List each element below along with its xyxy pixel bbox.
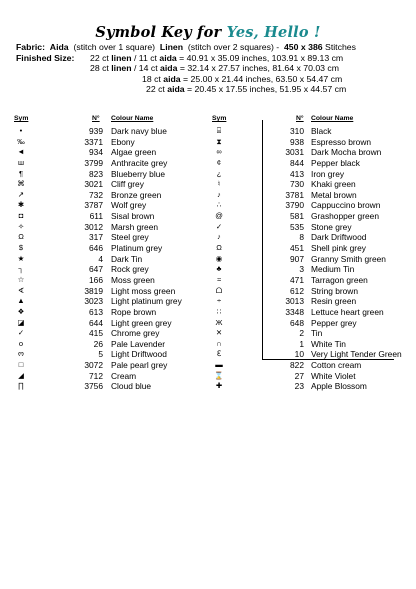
table-row — [14, 307, 194, 318]
table-row — [212, 211, 412, 222]
finished-pre: 18 ct — [142, 73, 164, 84]
colour-name: Lettuce heart green — [311, 306, 384, 317]
colour-number: 26 — [93, 338, 103, 349]
colour-name: Pepper black — [311, 157, 360, 168]
colour-name: Ebony — [111, 136, 135, 147]
symbol-icon: ◢ — [18, 370, 24, 380]
colour-name: Tin — [311, 328, 323, 339]
colour-number: 611 — [89, 211, 103, 222]
table-row — [14, 339, 194, 350]
colour-number: 712 — [89, 370, 103, 381]
page-title — [0, 24, 416, 41]
table-header — [14, 115, 194, 126]
finished-post: = 40.91 x 35.09 inches, 103.91 x 89.13 cm — [176, 52, 344, 63]
colour-number: 1 — [299, 338, 304, 349]
colour-name: Metal brown — [311, 189, 357, 200]
table-row — [212, 190, 412, 201]
finished-size-line — [16, 74, 410, 85]
symbol-icon: ¿ — [216, 168, 222, 178]
colour-number: 939 — [89, 126, 103, 136]
finished-size — [16, 53, 410, 95]
colour-number: 581 — [290, 211, 304, 222]
colour-name: Light moss green — [111, 285, 176, 296]
symbol-table-left — [14, 115, 194, 392]
colour-number: 613 — [89, 306, 103, 317]
symbol-icon: ¢ — [216, 157, 222, 167]
colour-name: Steel grey — [111, 232, 149, 243]
colour-number: 646 — [89, 243, 103, 254]
colour-number: 822 — [290, 360, 304, 371]
stitch-count: 450 x 386 — [283, 42, 323, 52]
table-row — [212, 275, 412, 286]
colour-name: Algae green — [111, 147, 157, 158]
colour-name: Cream — [111, 370, 137, 381]
symbol-icon: ✓ — [215, 221, 223, 231]
symbol-icon: ℇ — [216, 349, 222, 359]
colour-number: 8 — [299, 232, 304, 243]
table-header — [212, 115, 412, 126]
table-row — [14, 200, 194, 211]
table-row — [14, 328, 194, 339]
finished-size-line — [16, 84, 410, 95]
colour-number: 730 — [290, 179, 304, 190]
table-row — [14, 137, 194, 148]
symbol-icon: ш — [17, 157, 25, 167]
colour-number: 3781 — [285, 189, 304, 200]
table-row — [14, 190, 194, 201]
finished-aida: aida — [167, 84, 185, 95]
colour-name: Grashopper green — [311, 211, 379, 222]
colour-number: 3756 — [84, 381, 103, 392]
finished-aida: aida — [160, 63, 178, 74]
table-row — [14, 179, 194, 190]
symbol-icon: ▬ — [215, 360, 223, 370]
colour-number: 27 — [294, 370, 304, 381]
finished-post: = 25.00 x 21.44 inches, 63.50 x 54.47 cm — [180, 73, 343, 84]
table-row — [14, 222, 194, 233]
colour-name: Chrome grey — [111, 328, 160, 339]
header-sym: Sym — [14, 115, 29, 122]
symbol-icon: о — [18, 338, 24, 348]
symbol-icon: Ж — [215, 317, 223, 327]
symbol-icon: @ — [215, 211, 223, 221]
symbol-table-right — [212, 115, 412, 392]
symbol-icon: ⌘ — [17, 179, 25, 189]
symbol-icon: ♪ — [217, 189, 221, 199]
table-row — [14, 243, 194, 254]
colour-name: Cloud blue — [111, 381, 152, 392]
symbol-icon: ≈ — [216, 274, 222, 284]
colour-number: 451 — [290, 243, 304, 254]
symbol-icon: ⧗ — [216, 136, 222, 146]
table-row — [212, 126, 412, 137]
symbol-icon: ¶ — [18, 168, 24, 178]
symbol-icon: Ω — [216, 243, 222, 253]
colour-name: Apple Blossom — [311, 381, 367, 392]
symbol-icon: □ — [18, 360, 24, 370]
colour-name: Bronze green — [111, 189, 162, 200]
symbol-icon: ‰ — [17, 136, 25, 146]
colour-number: 5 — [98, 349, 103, 360]
colour-name: Very Light Tender Green — [311, 349, 402, 360]
symbol-icon: Ω — [18, 232, 24, 242]
colour-name: Light Driftwood — [111, 349, 167, 360]
symbol-icon: ♪ — [217, 232, 221, 242]
finished-post: = 20.45 x 17.55 inches, 51.95 x 44.57 cm — [184, 84, 347, 95]
pattern-info — [16, 42, 410, 95]
colour-name: Iron grey — [311, 168, 345, 179]
symbol-icon: ♮ — [217, 179, 221, 189]
stitch-suffix: Stitches — [325, 42, 356, 52]
table-row — [212, 360, 412, 371]
colour-name: Cliff grey — [111, 179, 144, 190]
colour-number: 612 — [290, 285, 304, 296]
symbol-icon: ⌸ — [216, 126, 222, 135]
table-row — [212, 179, 412, 190]
header-num: N° — [92, 115, 100, 122]
finished-pre: 22 ct — [146, 84, 168, 95]
table-row — [212, 349, 412, 360]
symbol-icon: ∞ — [216, 147, 222, 157]
table-row — [212, 169, 412, 180]
symbol-icon: ↗ — [17, 189, 25, 199]
colour-number: 3371 — [84, 136, 103, 147]
colour-number: 310 — [290, 126, 304, 136]
pattern-name: Yes, Hello ! — [226, 24, 321, 41]
colour-number: 3012 — [84, 221, 103, 232]
colour-name: Dark Driftwood — [311, 232, 367, 243]
colour-name: Light platinum grey — [111, 296, 182, 307]
colour-number: 934 — [89, 147, 103, 158]
colour-number: 938 — [290, 136, 304, 147]
symbol-icon: ო — [18, 349, 24, 359]
table-row — [14, 126, 194, 137]
colour-name: Sisal brown — [111, 211, 155, 222]
table-row — [14, 158, 194, 169]
table-row — [14, 286, 194, 297]
finished-post: = 32.14 x 27.57 inches, 81.64 x 70.03 cm — [177, 63, 339, 74]
colour-number: 732 — [89, 189, 103, 200]
colour-number: 4 — [98, 253, 103, 264]
colour-number: 3021 — [84, 179, 103, 190]
table-row — [212, 158, 412, 169]
table-row — [212, 328, 412, 339]
colour-name: Platinum grey — [111, 243, 163, 254]
colour-name: Resin green — [311, 296, 357, 307]
table-row — [212, 296, 412, 307]
colour-name: Khaki green — [311, 179, 356, 190]
table-row — [14, 360, 194, 371]
table-row — [14, 296, 194, 307]
finished-pre: 22 ct — [90, 52, 112, 63]
finished-size-line — [16, 53, 410, 64]
finished-aida: aida — [163, 73, 181, 84]
table-row — [14, 147, 194, 158]
header-colour-name: Colour Name — [311, 115, 354, 122]
symbol-icon: ❖ — [17, 306, 25, 316]
colour-name: Cotton cream — [311, 360, 362, 371]
colour-number: 3790 — [285, 200, 304, 211]
colour-number: 823 — [89, 168, 103, 179]
colour-number: 647 — [89, 264, 103, 275]
table-row — [212, 318, 412, 329]
symbol-icon: ✕ — [215, 328, 223, 338]
fabric-label: Fabric: — [16, 42, 45, 52]
table-row — [212, 147, 412, 158]
colour-name: Pepper grey — [311, 317, 357, 328]
symbol-icon: ✱ — [17, 200, 25, 210]
table-row — [14, 381, 194, 392]
colour-name: Dark Tin — [111, 253, 143, 264]
colour-number: 3031 — [285, 147, 304, 158]
symbol-icon: ∴ — [216, 200, 222, 210]
finished-mid: / 11 ct — [131, 52, 160, 63]
symbol-icon: ☆ — [17, 274, 25, 284]
colour-number: 3 — [299, 264, 304, 275]
table-row — [14, 232, 194, 243]
colour-name: Rock grey — [111, 264, 149, 275]
symbol-icon: ✚ — [215, 381, 223, 391]
symbol-icon: ┐ — [18, 264, 24, 274]
colour-number: 535 — [290, 221, 304, 232]
colour-name: Cappuccino brown — [311, 200, 381, 211]
colour-name: Wolf grey — [111, 200, 147, 211]
colour-number: 2 — [299, 328, 304, 339]
table-row — [212, 200, 412, 211]
fabric-aida: Aida — [49, 42, 69, 52]
colour-number: 415 — [89, 328, 103, 339]
colour-number: 3013 — [285, 296, 304, 307]
symbol-icon: ✧ — [17, 221, 25, 231]
colour-name: Dark Mocha brown — [311, 147, 382, 158]
symbol-icon: ∏ — [17, 381, 25, 391]
symbol-icon: ∩ — [216, 338, 222, 348]
colour-name: Stone grey — [311, 221, 352, 232]
symbol-icon: $ — [18, 243, 24, 253]
symbol-icon: ◪ — [17, 317, 25, 327]
table-row — [212, 307, 412, 318]
colour-number: 413 — [290, 168, 304, 179]
colour-name: Anthracite grey — [111, 157, 168, 168]
colour-number: 844 — [290, 157, 304, 168]
table-row — [212, 381, 412, 392]
colour-number: 3023 — [84, 296, 103, 307]
colour-name: Black — [311, 126, 332, 136]
fabric-aida-note: (stitch over 1 square) — [73, 42, 156, 52]
colour-number: 644 — [89, 317, 103, 328]
finished-linen: linen — [111, 63, 132, 74]
fabric-line — [16, 42, 410, 53]
colour-number: 317 — [89, 232, 103, 243]
colour-name: Light green grey — [111, 317, 172, 328]
table-row — [212, 286, 412, 297]
table-row — [212, 264, 412, 275]
table-row — [14, 254, 194, 265]
colour-name: String brown — [311, 285, 359, 296]
finished-pre: 28 ct — [90, 63, 112, 74]
symbol-icon: ⌛ — [214, 370, 224, 380]
table-row — [212, 232, 412, 243]
colour-name: Moss green — [111, 274, 155, 285]
colour-name: Tarragon green — [311, 274, 368, 285]
colour-number: 23 — [294, 381, 304, 392]
colour-name: White Violet — [311, 370, 356, 381]
title-prefix: Symbol Key for — [95, 24, 227, 41]
colour-number: 471 — [290, 274, 304, 285]
colour-name: Marsh green — [111, 221, 159, 232]
colour-name: Rope brown — [111, 306, 157, 317]
colour-number: 3072 — [84, 360, 103, 371]
symbol-icon: ∢ — [17, 285, 25, 295]
finished-size-line — [16, 63, 410, 74]
table-row — [14, 318, 194, 329]
table-row — [14, 349, 194, 360]
table-row — [14, 264, 194, 275]
colour-name: Medium Tin — [311, 264, 355, 275]
symbol-icon: ◄ — [17, 147, 25, 157]
header-sym: Sym — [212, 115, 227, 122]
symbol-icon: • — [19, 126, 23, 135]
colour-number: 166 — [89, 274, 103, 285]
table-row — [14, 371, 194, 382]
symbol-icon: ∷ — [216, 306, 222, 316]
colour-number: 3819 — [84, 285, 103, 296]
colour-name: Espresso brown — [311, 136, 372, 147]
colour-name: Pale pearl grey — [111, 360, 168, 371]
table-row — [14, 169, 194, 180]
table-row — [14, 211, 194, 222]
symbol-icon: ▲ — [17, 296, 25, 306]
colour-name: Granny Smith green — [311, 253, 386, 264]
finished-mid: / 14 ct — [131, 63, 161, 74]
colour-number: 907 — [290, 253, 304, 264]
symbol-icon: ÷ — [216, 296, 222, 306]
colour-number: 10 — [294, 349, 304, 360]
table-row — [14, 275, 194, 286]
table-row — [212, 137, 412, 148]
colour-name: Shell pink grey — [311, 243, 366, 254]
symbol-icon: ★ — [17, 253, 25, 263]
colour-number: 648 — [290, 317, 304, 328]
symbol-icon: ✓ — [17, 328, 25, 338]
symbol-icon: ᗝ — [215, 285, 223, 295]
colour-name: White Tin — [311, 338, 346, 349]
header-num: N° — [296, 115, 304, 122]
fabric-linen: Linen — [159, 42, 184, 52]
colour-name: Blueberry blue — [111, 168, 166, 179]
finished-aida: aida — [159, 52, 177, 63]
table-row — [212, 243, 412, 254]
table-row — [212, 371, 412, 382]
fabric-linen-note: (stitch over 2 squares) - — [187, 42, 280, 52]
table-row — [212, 254, 412, 265]
colour-name: Dark navy blue — [111, 126, 167, 136]
symbol-icon: ◘ — [18, 211, 24, 221]
header-colour-name: Colour Name — [111, 115, 154, 122]
table-row — [212, 222, 412, 233]
finished-size-label: Finished Size: — [16, 52, 75, 63]
symbol-icon: ◉ — [215, 253, 223, 263]
finished-linen: linen — [111, 52, 132, 63]
colour-number: 3787 — [84, 200, 103, 211]
table-row — [212, 339, 412, 350]
colour-number: 3348 — [285, 306, 304, 317]
symbol-icon: ♣ — [216, 264, 222, 274]
colour-number: 3799 — [84, 157, 103, 168]
colour-name: Pale Lavender — [111, 338, 166, 349]
